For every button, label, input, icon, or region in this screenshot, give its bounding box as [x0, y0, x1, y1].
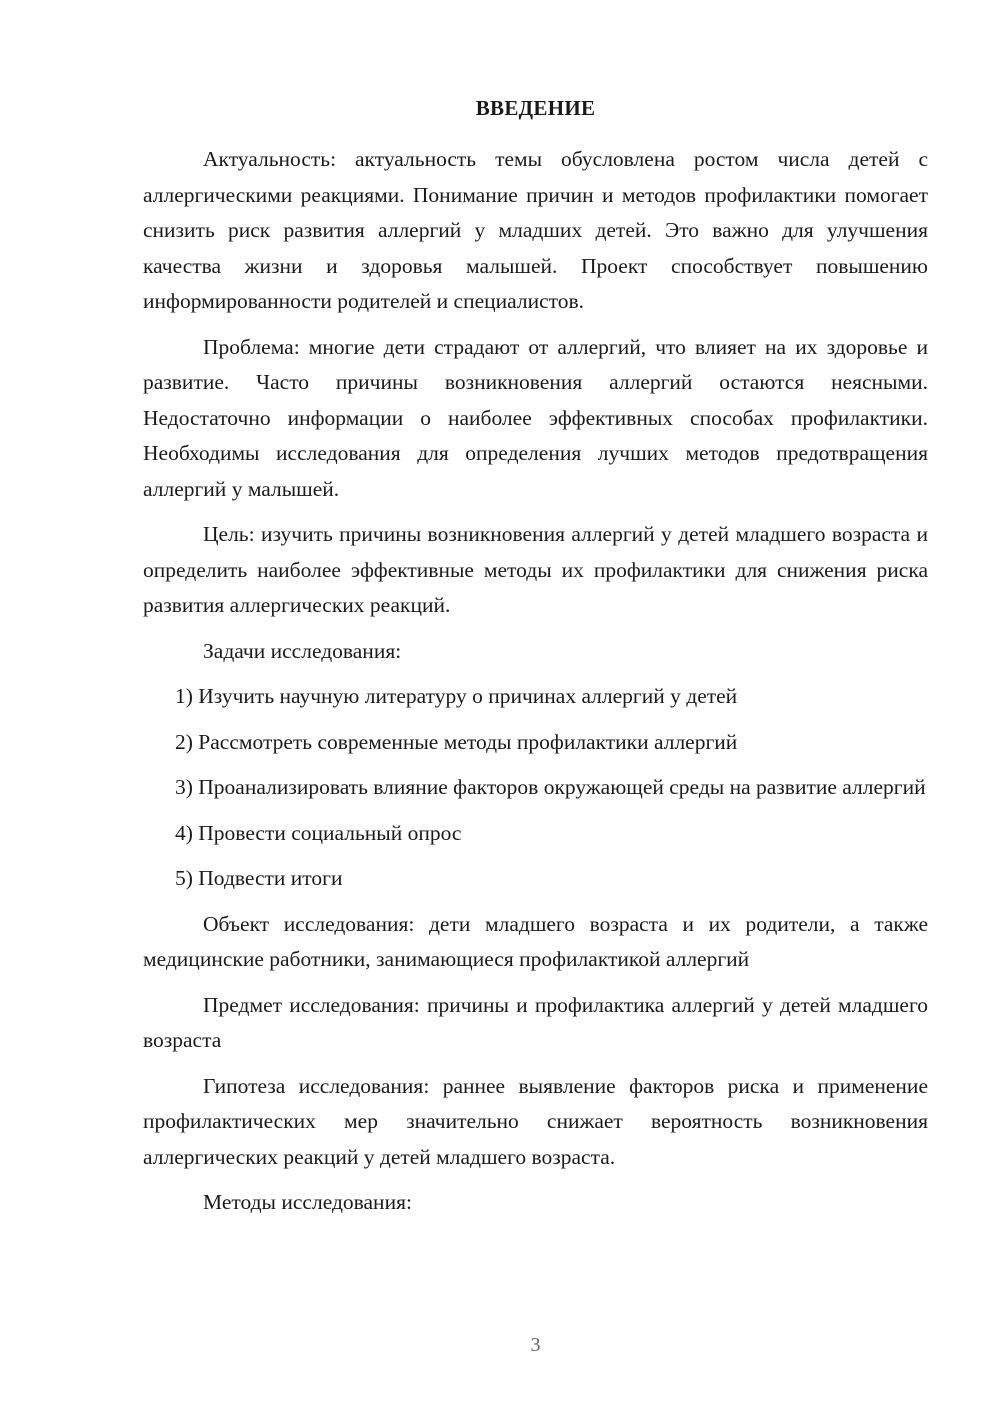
task-item: 1) Изучить научную литературу о причинах аллергий у детей: [175, 684, 738, 708]
page-number: 3: [530, 1334, 541, 1356]
task-item: 3) Проанализировать влияние факторов окружающей среды на развитие аллергий: [175, 775, 926, 799]
task-item: 4) Провести социальный опрос: [175, 820, 462, 845]
tasks-heading: Задачи исследования:: [203, 638, 402, 663]
hypothesis-paragraph: Гипотеза исследования: раннее выявление факторов риска и применение профилактических мер значительно снижает вероятность возникновения аллергических реакций у детей младшего возраста.: [143, 1073, 928, 1169]
task-item: 5) Подвести итоги: [175, 866, 343, 890]
task-item: 2) Рассмотреть современные методы профилактики аллергий: [175, 729, 738, 754]
section-title: ВВЕДЕНИЕ: [475, 96, 596, 120]
methods-heading: Методы исследования:: [203, 1190, 412, 1214]
body-text: [143, 142, 928, 1231]
subject-paragraph: Предмет исследования: причины и профилактика аллергий у детей младшего возраста: [143, 992, 928, 1052]
object-paragraph: Объект исследования: дети младшего возраста и их родители, а также медицинские работники, занимающиеся профилактикой аллергий: [143, 911, 928, 971]
problem-paragraph: Проблема: многие дети страдают от аллергий, что влияет на их здоровье и развитие. Часто причины возникновения аллергий остаются неясными. Недостаточно информации о наиболее эффективных способах профилактики. Необходимы исследования для определения лучших методов предотвращения аллергий у малышей.: [143, 334, 928, 501]
goal-paragraph: Цель: изучить причины возникновения аллергий у детей младшего возраста и определить наиболее эффективные методы их профилактики для снижения риска развития аллергических реакций.: [143, 522, 928, 617]
relevance-paragraph: Актуальность: актуальность темы обусловлена ростом числа детей с аллергическими реакциями. Понимание причин и методов профилактики помогает снизить риск развития аллергий у младших детей. Это важно для улучшения качества жизни и здоровья малышей. Проект способствует повышению информированности родителей и специалистов.: [143, 147, 928, 313]
document-page: [143, 0, 928, 1414]
